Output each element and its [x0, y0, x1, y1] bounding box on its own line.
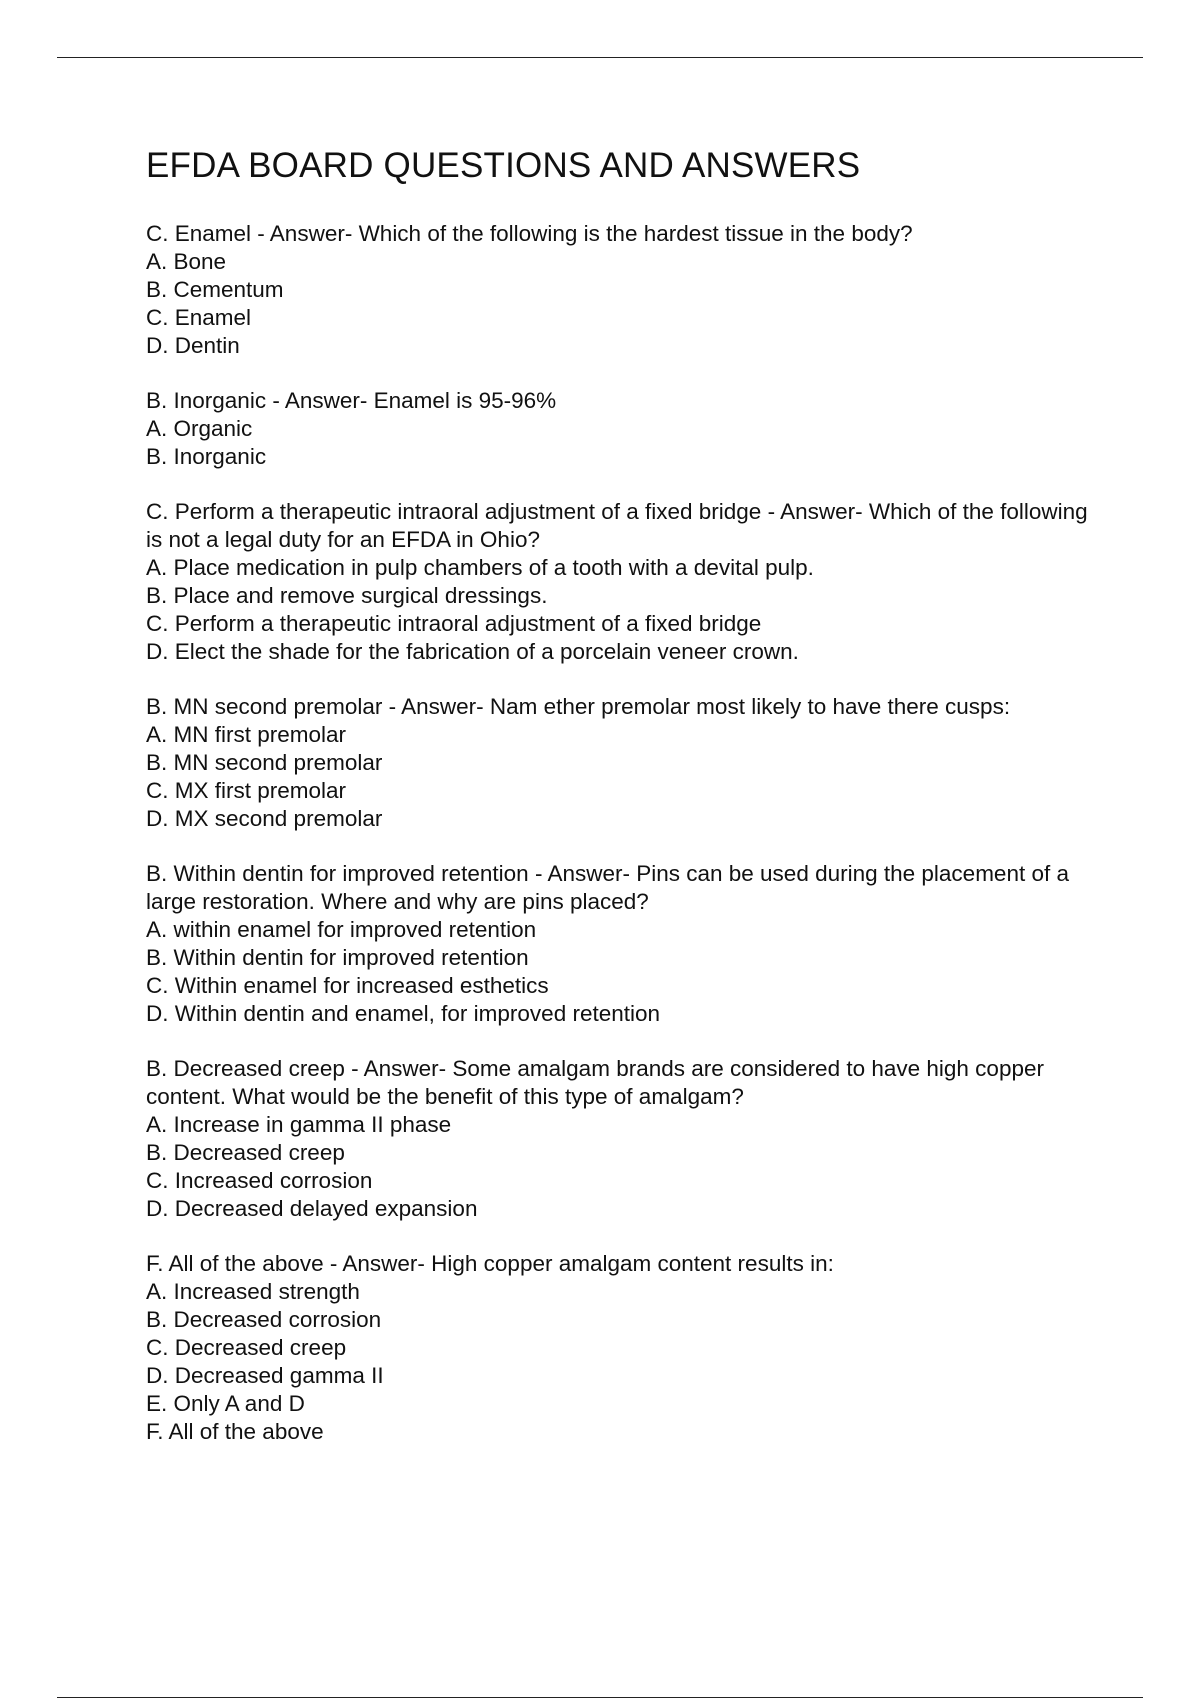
- qa-option: F. All of the above: [146, 1419, 324, 1444]
- qa-question: B. Inorganic - Answer- Enamel is 95-96%: [146, 388, 557, 413]
- qa-block: [146, 860, 1096, 1028]
- qa-option: E. Only A and D: [146, 1391, 305, 1416]
- qa-question: C. Enamel - Answer- Which of the following is the hardest tissue in the body?: [146, 221, 913, 246]
- qa-block: [146, 1250, 1096, 1446]
- qa-option: A. Increased strength: [146, 1279, 360, 1304]
- qa-option: C. Increased corrosion: [146, 1168, 373, 1193]
- qa-option: D. Elect the shade for the fabrication of a porcelain veneer crown.: [146, 639, 799, 664]
- document-body: [146, 140, 1096, 1473]
- qa-option: B. MN second premolar: [146, 750, 383, 775]
- qa-block: [146, 387, 1096, 471]
- qa-option: D. MX second premolar: [146, 806, 383, 831]
- qa-option: A. Increase in gamma II phase: [146, 1112, 452, 1137]
- qa-question: F. All of the above - Answer- High copper amalgam content results in:: [146, 1251, 834, 1276]
- qa-option: A. Place medication in pulp chambers of a tooth with a devital pulp.: [146, 555, 814, 580]
- qa-options: [146, 1111, 1096, 1223]
- qa-question: B. MN second premolar - Answer- Nam ether premolar most likely to have there cusps:: [146, 694, 1011, 719]
- qa-options: [146, 248, 1096, 360]
- qa-option: A. MN first premolar: [146, 722, 347, 747]
- qa-option: B. Inorganic: [146, 444, 267, 469]
- qa-question: B. Decreased creep - Answer- Some amalgam brands are considered to have high copper content. What would be the benefit of this type of amalgam?: [146, 1056, 1044, 1109]
- qa-option: B. Within dentin for improved retention: [146, 945, 529, 970]
- qa-block: [146, 693, 1096, 833]
- qa-block: [146, 1055, 1096, 1223]
- qa-option: C. Perform a therapeutic intraoral adjustment of a fixed bridge: [146, 611, 762, 636]
- qa-option: A. within enamel for improved retention: [146, 917, 537, 942]
- qa-option: C. Decreased creep: [146, 1335, 347, 1360]
- qa-options: [146, 415, 1096, 471]
- footer-rule: [57, 1697, 1143, 1698]
- qa-option: D. Decreased gamma II: [146, 1363, 384, 1388]
- qa-option: D. Dentin: [146, 333, 240, 358]
- qa-option: B. Decreased corrosion: [146, 1307, 382, 1332]
- qa-option: C. MX first premolar: [146, 778, 347, 803]
- qa-option: D. Within dentin and enamel, for improved retention: [146, 1001, 661, 1026]
- qa-question: C. Perform a therapeutic intraoral adjustment of a fixed bridge - Answer- Which of the following is not a legal duty for an EFDA in Ohio?: [146, 499, 1088, 552]
- qa-block: [146, 498, 1096, 666]
- qa-option: A. Bone: [146, 249, 227, 274]
- qa-question: B. Within dentin for improved retention - Answer- Pins can be used during the placement of a large restoration. Where and why are pins placed?: [146, 861, 1069, 914]
- document-title: EFDA BOARD QUESTIONS AND ANSWERS: [146, 146, 861, 185]
- qa-options: [146, 554, 1096, 666]
- qa-option: C. Enamel: [146, 305, 252, 330]
- qa-option: B. Cementum: [146, 277, 284, 302]
- qa-option: B. Decreased creep: [146, 1140, 345, 1165]
- qa-options: [146, 721, 1096, 833]
- qa-option: C. Within enamel for increased esthetics: [146, 973, 549, 998]
- qa-option: A. Organic: [146, 416, 253, 441]
- qa-option: D. Decreased delayed expansion: [146, 1196, 478, 1221]
- header-rule: [57, 57, 1143, 58]
- qa-option: B. Place and remove surgical dressings.: [146, 583, 548, 608]
- qa-options: [146, 1278, 1096, 1446]
- qa-options: [146, 916, 1096, 1028]
- qa-block: [146, 220, 1096, 360]
